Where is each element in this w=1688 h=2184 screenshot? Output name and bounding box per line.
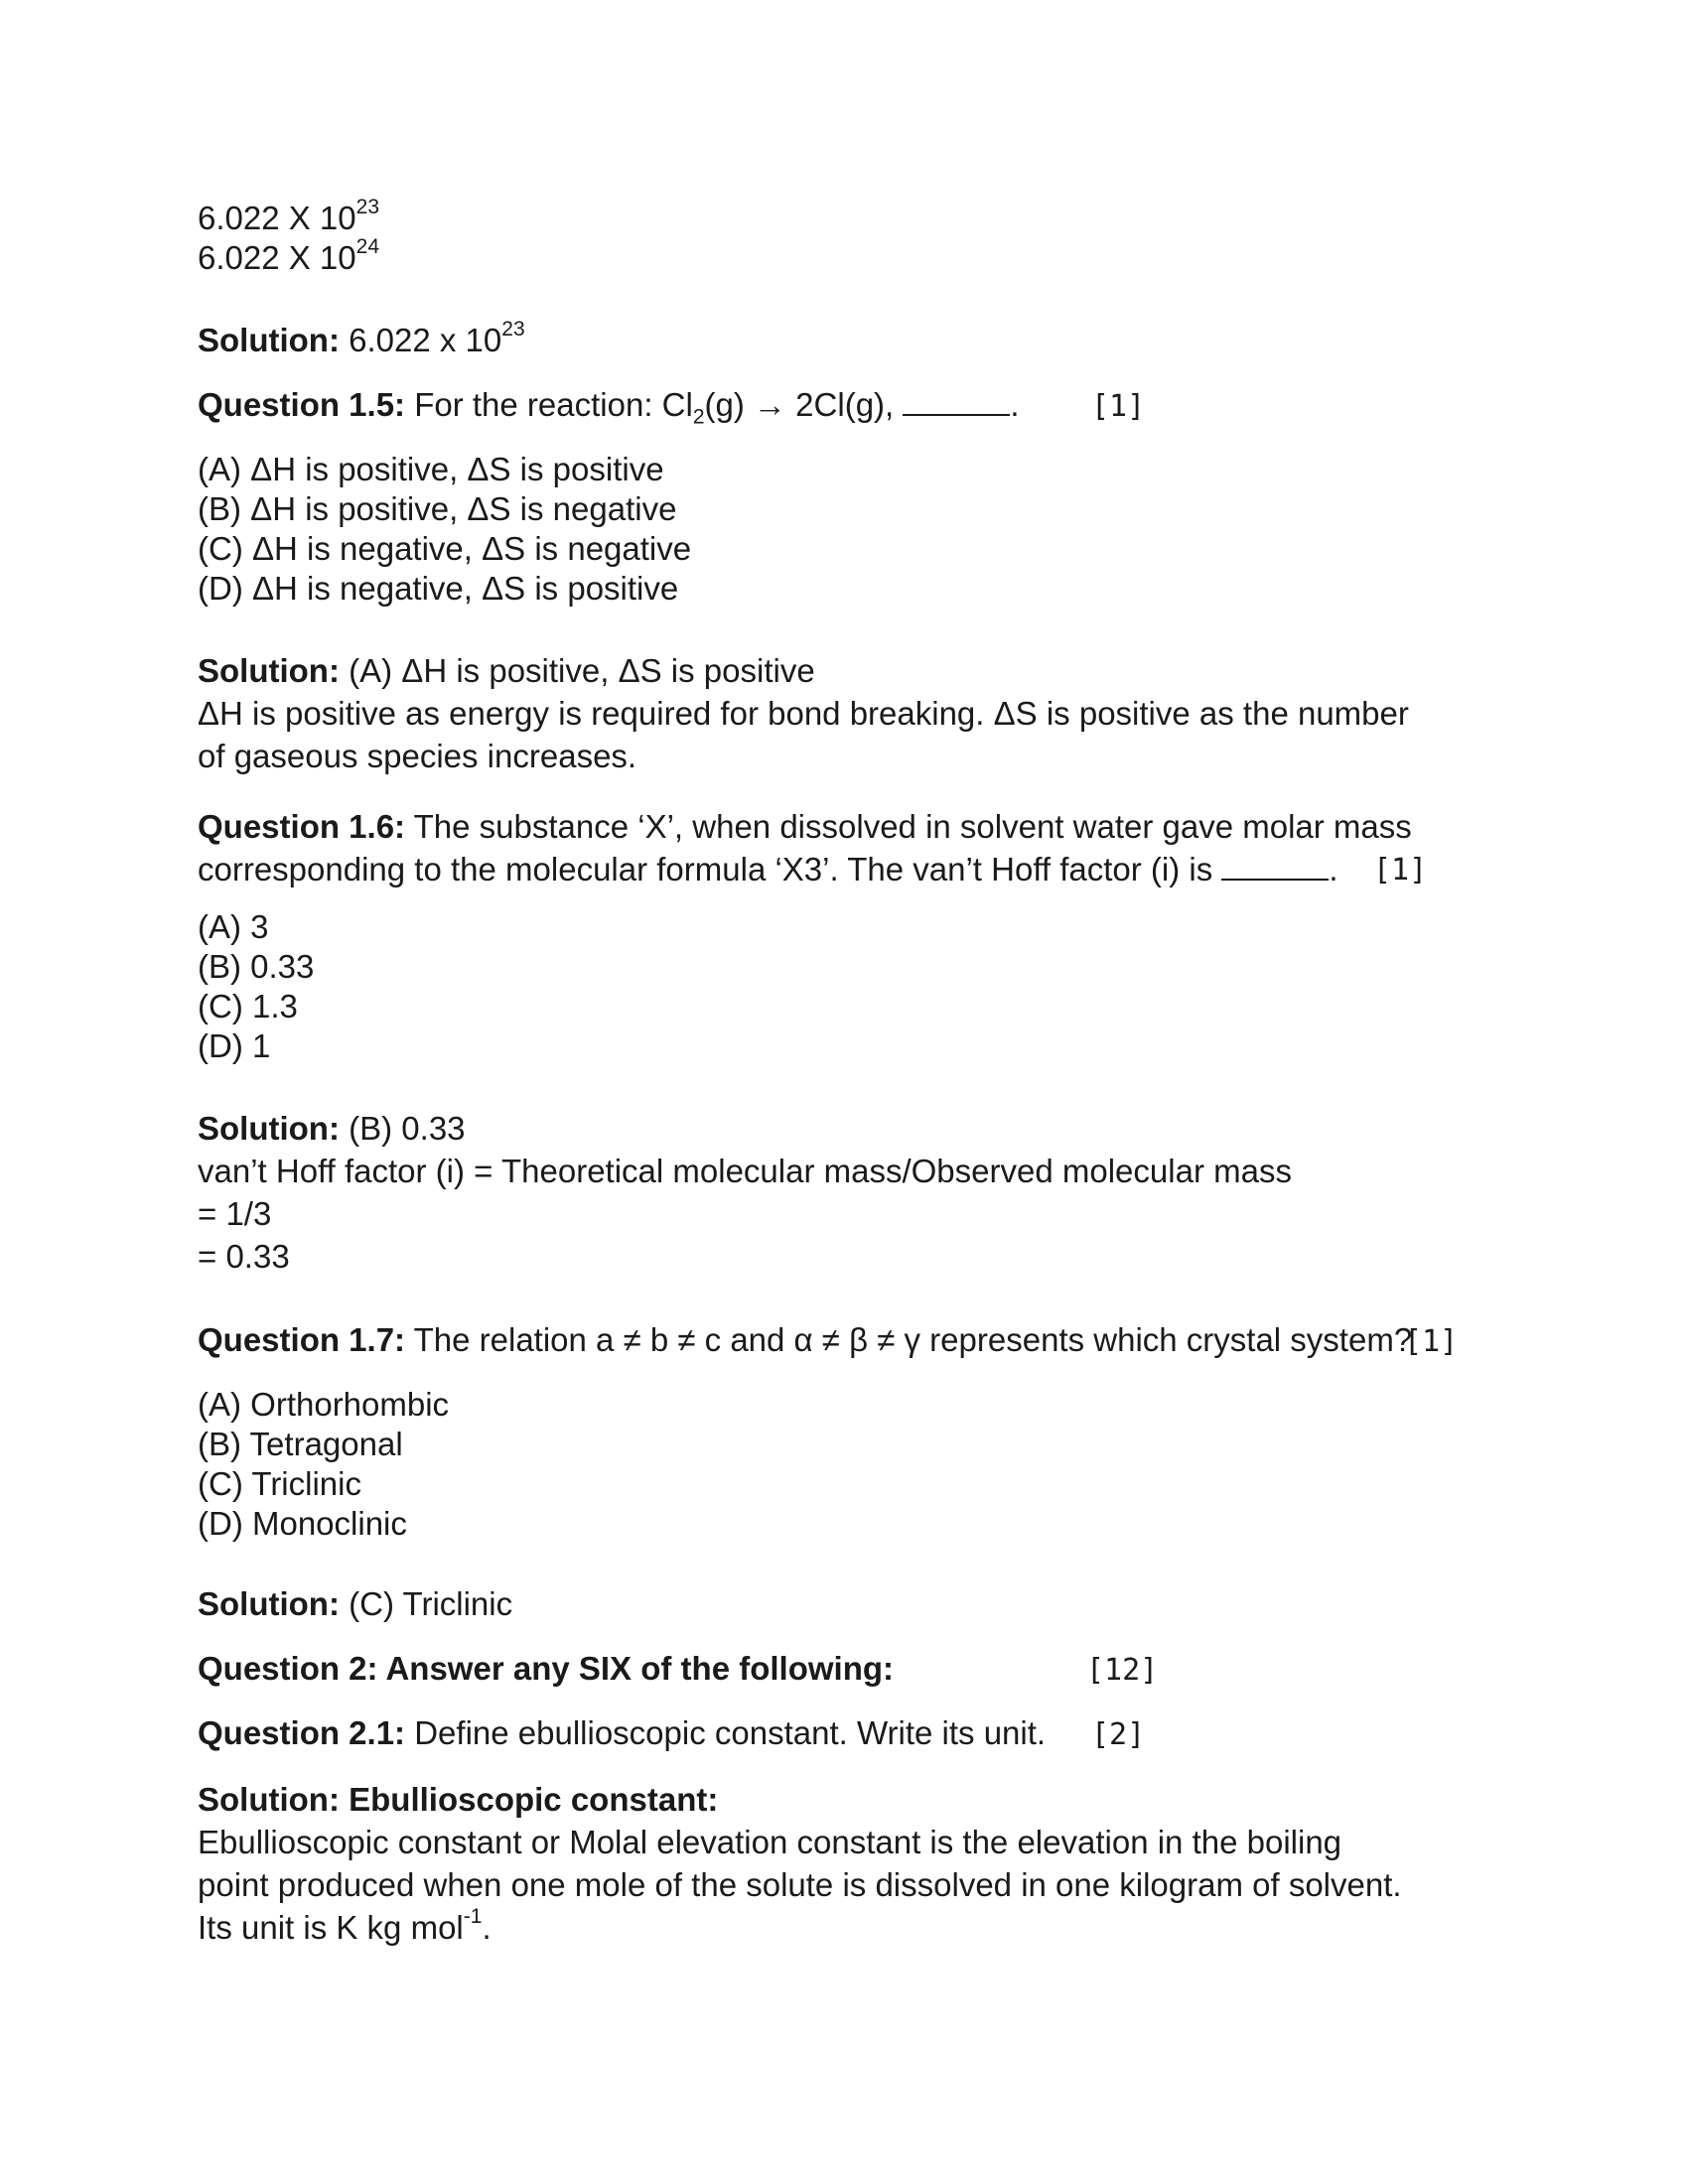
option-a: (A) 3 (198, 908, 269, 945)
solution-heading: Solution: Ebullioscopic constant: (198, 1781, 719, 1818)
answer-blank (1221, 851, 1329, 881)
question-2-1-solution (198, 1778, 1402, 1949)
option-d: (D) 1 (198, 1027, 271, 1064)
explanation-line: = 1/3 (198, 1195, 272, 1232)
question-1-6-options (198, 907, 314, 1066)
option-b: (B) 0.33 (198, 948, 315, 985)
question-1-5-options (198, 450, 691, 609)
previous-solution: Solution: 6.022 x $10^{23}$ (198, 318, 525, 358)
question-1-7-marks: [1] (1404, 1324, 1459, 1359)
explanation-line: ΔH is positive as energy is required for bond breaking. ΔS is positive as the number (198, 695, 1409, 732)
option-a: (A) ΔH is positive, ΔS is positive (198, 451, 664, 487)
question-1-5-heading: Question 1.5: For the reaction: $Cl_2(g) \to 2Cl(g)$, . (198, 386, 1020, 429)
question-1-5-marks: [1] (1091, 389, 1146, 424)
solution-line: Solution: (B) 0.33 (198, 1110, 466, 1147)
option-b: (B) ΔH is positive, ΔS is negative (198, 490, 677, 527)
explanation-line: of gaseous species increases. (198, 738, 637, 774)
question-1-6-marks: [1] (1373, 853, 1428, 887)
explanation-line: = 0.33 (198, 1238, 290, 1275)
previous-question-options (198, 196, 379, 278)
option-c: (C) 1.3 (198, 988, 298, 1024)
option-a: (A) Orthorhombic (198, 1386, 450, 1423)
question-1-7-heading: Question 1.7: The relation a ≠ b ≠ c and α ≠ β ≠ γ represents which crystal system? (198, 1321, 1413, 1358)
question-2-1-heading: Question 2.1: Define ebullioscopic constant. Write its unit. (198, 1714, 1047, 1751)
option-line: 6.022 X $10^{24}$ (198, 235, 379, 276)
question-2-1-marks: [2] (1091, 1717, 1146, 1752)
question-1-7-solution: Solution: (C) Triclinic (198, 1585, 513, 1622)
explanation-line: van’t Hoff factor (i) = Theoretical molecular mass/Observed molecular mass (198, 1153, 1292, 1189)
question-1-5-solution (198, 649, 1409, 777)
solution-line: Solution: (A) ΔH is positive, ΔS is positive (198, 652, 815, 689)
option-c: (C) Triclinic (198, 1465, 361, 1502)
option-b: (B) Tetragonal (198, 1426, 403, 1462)
question-1-7-options (198, 1385, 449, 1544)
explanation-line: Ebullioscopic constant or Molal elevation constant is the elevation in the boiling (198, 1824, 1342, 1860)
question-1-6-solution (198, 1107, 1292, 1278)
option-d: (D) ΔH is negative, ΔS is positive (198, 570, 679, 607)
unit-line: Its unit is K kg mol$^{-1}$. (198, 1905, 492, 1946)
explanation-line: point produced when one mole of the solute is dissolved in one kilogram of solvent. (198, 1866, 1402, 1903)
option-line: 6.022 X $10^{23}$ (198, 196, 379, 236)
question-1-6-heading: Question 1.6: The substance ‘X’, when dissolved in solvent water gave molar mass corresponding to the molecular formula ‘X3’. The van’t Hoff factor (i) is . (198, 808, 1412, 887)
question-2-heading: Question 2: Answer any SIX of the following: (198, 1650, 894, 1687)
option-d: (D) Monoclinic (198, 1505, 407, 1542)
option-c: (C) ΔH is negative, ΔS is negative (198, 530, 692, 567)
answer-blank (903, 386, 1010, 416)
question-2-marks: [12] (1086, 1653, 1159, 1688)
